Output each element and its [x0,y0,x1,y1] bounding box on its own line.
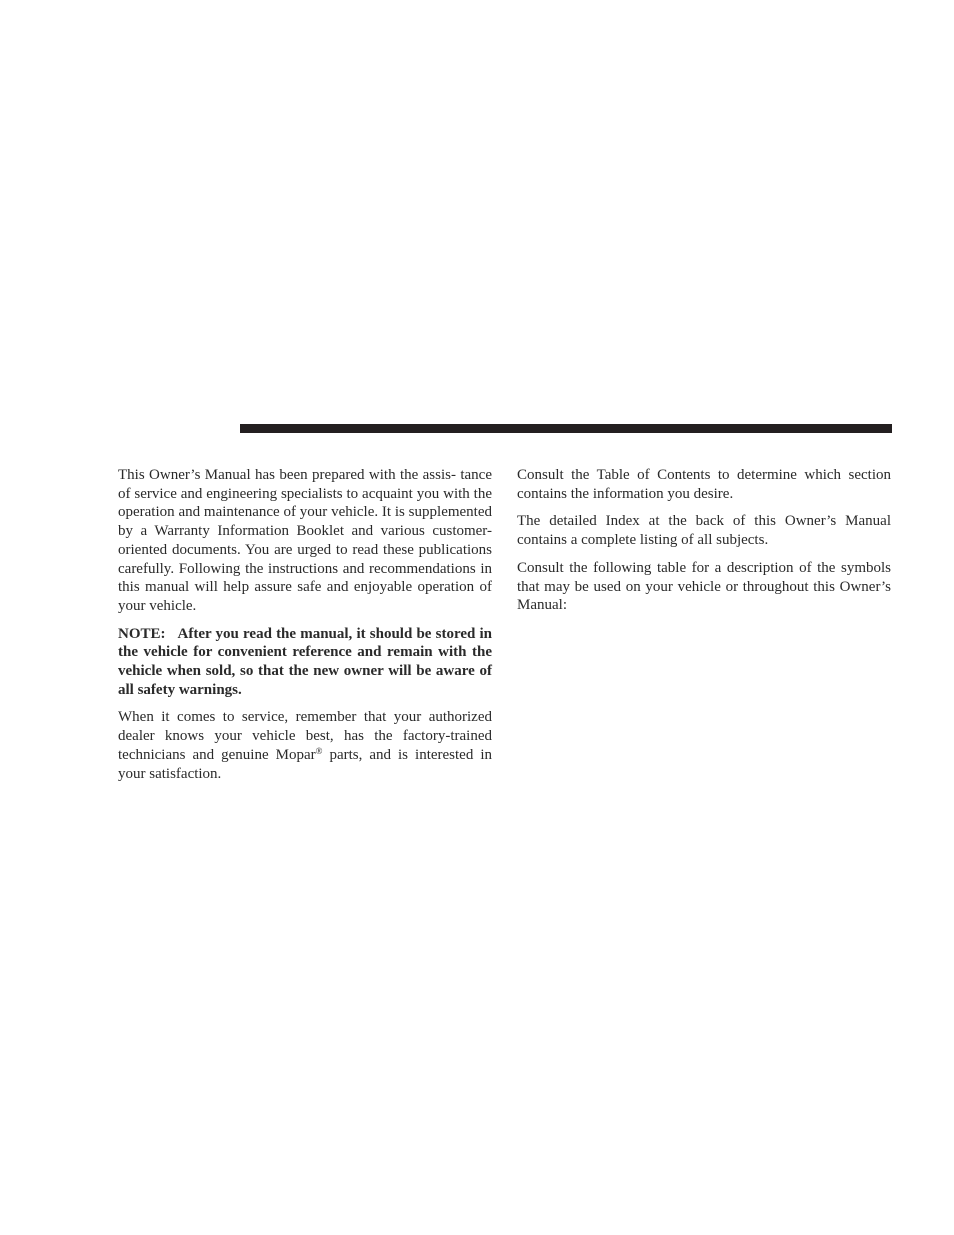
service-paragraph [118,708,492,783]
service-text-after: parts, and is interested in your satisfaction. [118,746,492,782]
note-label: NOTE: [118,625,166,642]
symbols-paragraph: Consult the following table for a description of the symbols that may be used on your vehicle or throughout this Owner’s Manual: [517,559,891,614]
left-column [118,466,492,792]
section-header-rule [240,424,892,433]
intro-paragraph: This Owner’s Manual has been prepared with the assis- tance of service and engineering specialists to acquaint you with the operation and maintenance of your vehicle. It is supplemented by a Warranty Information Booklet and various customer-oriented documents. You are urged to read these publications carefully. Following the instructions and recommendations in this manual will help assure safe and enjoyable operation of your vehicle. [118,467,492,614]
note-paragraph [118,625,492,700]
service-text-before: When it comes to service, remember that your authorized dealer knows your vehicle best, has the factory-trained technicians and genuine Mopar [118,709,492,763]
toc-paragraph: Consult the Table of Contents to determine which section contains the information you desire. [517,467,891,502]
index-paragraph: The detailed Index at the back of this Owner’s Manual contains a complete listing of all subjects. [517,513,891,549]
right-column [517,466,891,624]
registered-mark: ® [315,745,323,756]
note-text: After you read the manual, it should be stored in the vehicle for convenient reference and remain with the vehicle when sold, so that the new owner will be aware of all safety warnings. [118,625,492,698]
